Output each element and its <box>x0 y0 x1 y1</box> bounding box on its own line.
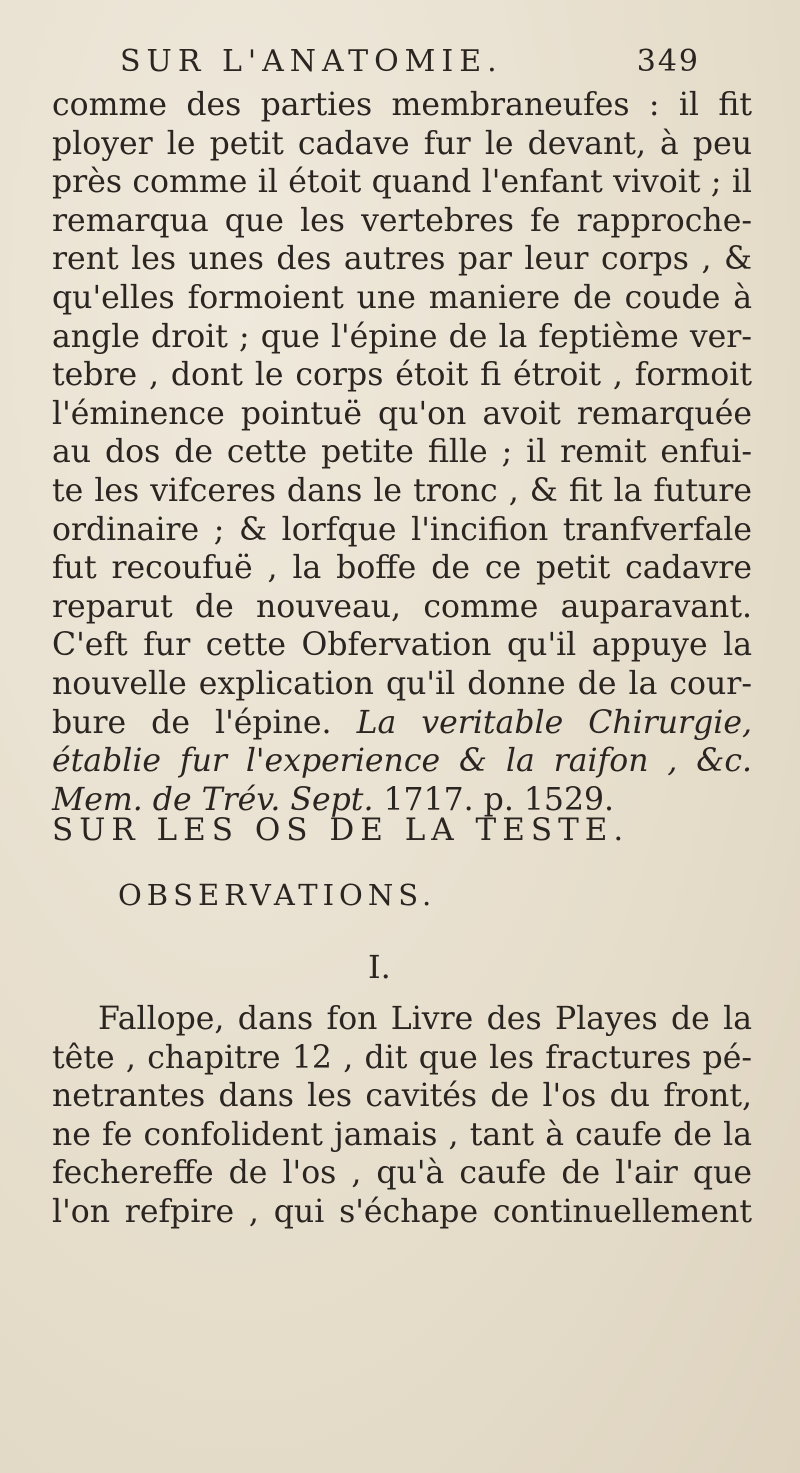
text-line: Fallope, dans fon Livre des Playes de la <box>98 1001 752 1037</box>
citation-line <box>52 704 752 743</box>
text-line: reparut de nouveau, comme auparavant. <box>52 588 752 625</box>
text-line: netrantes dans les cavités de l'os du front, <box>52 1078 752 1115</box>
citation-source: Mem. de Trév. Sept. <box>52 781 374 818</box>
text-line: remarqua que les vertebres fe rapproche- <box>52 202 752 239</box>
text-line: ne fe confolident jamais , tant à caufe de la <box>52 1116 752 1153</box>
observation-paragraph <box>52 1000 752 1232</box>
text-line: qu'elles formoient une maniere de coude à <box>52 279 752 316</box>
text-line: l'on refpire , qui s'échape continuellement <box>52 1193 752 1230</box>
running-header <box>120 44 700 79</box>
text-line: comme des parties membraneufes : il fit <box>52 87 752 123</box>
citation-title: La veritable Chirurgie, <box>356 704 753 741</box>
text-line: ordinaire ; & lorfque l'incifion tranfverfale <box>52 511 752 548</box>
text-line: tebre , dont le corps étoit fi étroit , formoit <box>52 357 752 394</box>
text-line: près comme il étoit quand l'enfant vivoit ; il <box>52 164 752 201</box>
text-line: fechereffe de l'os , qu'à caufe de l'air que <box>52 1155 752 1192</box>
text-line: nouvelle explication qu'il donne de la cour- <box>52 665 752 702</box>
paragraph-continued <box>52 86 752 819</box>
text-line: au dos de cette petite fille ; il remit enfui- <box>52 434 752 471</box>
observation-number: I. <box>368 948 391 986</box>
page-number: 349 <box>636 44 700 79</box>
running-title: SUR L'ANATOMIE. <box>120 44 503 79</box>
text-line: rent les unes des autres par leur corps , & <box>52 241 752 278</box>
text-line: tête , chapitre 12 , dit que les fractures pé- <box>52 1039 752 1076</box>
citation-text: bure de l'épine. <box>52 704 332 741</box>
text-line: angle droit ; que l'épine de la feptième ver- <box>52 318 752 355</box>
observations-heading: OBSERVATIONS. <box>118 878 437 912</box>
text-line: C'eft fur cette Obfervation qu'il appuye la <box>52 627 752 664</box>
citation-pages: 1717. p. 1529. <box>383 781 615 818</box>
text-line: l'éminence pointuë qu'on avoit remarquée <box>52 395 752 432</box>
text-line: ployer le petit cadave fur le devant, à peu <box>52 125 752 162</box>
citation-line: établie fur l'experience & la raifon , &c. <box>52 743 752 780</box>
text-line: fut recoufuë , la boffe de ce petit cadavre <box>52 550 752 587</box>
text-line: te les vifceres dans le tronc , & fit la future <box>52 472 752 509</box>
section-title: SUR LES OS DE LA TESTE. <box>52 812 630 848</box>
